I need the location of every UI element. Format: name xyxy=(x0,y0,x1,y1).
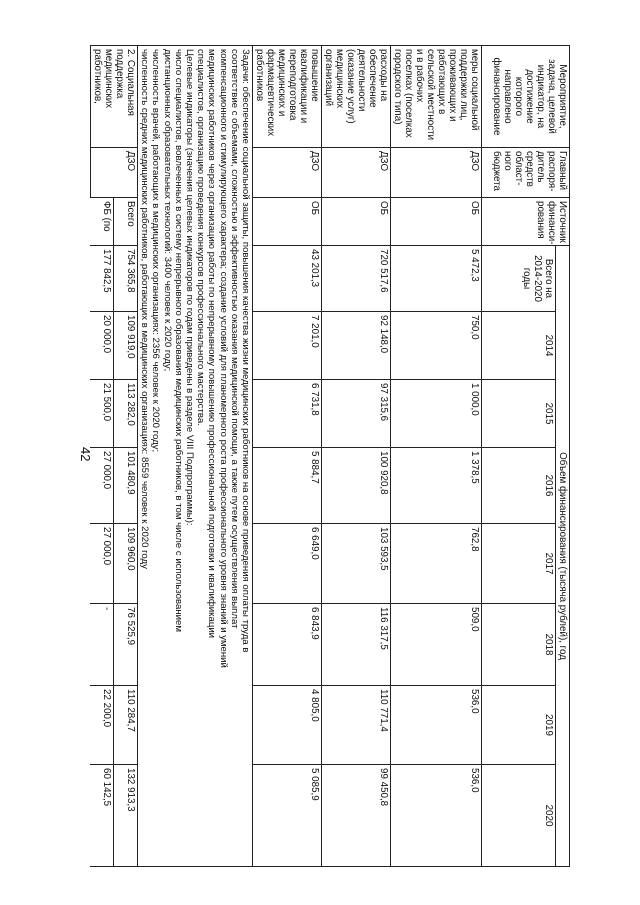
source-cell: Всего xyxy=(114,198,138,246)
manager-cell: ДЗО xyxy=(253,148,322,198)
value-cell: 110 771,4 xyxy=(322,686,391,765)
total-cell: 754 365,8 xyxy=(114,246,138,312)
col-total-header: Всего на 2014-2020 годы xyxy=(482,246,556,312)
value-cell: 76 525,9 xyxy=(114,604,138,686)
value-cell: 536,0 xyxy=(391,686,482,765)
table-row xyxy=(391,46,482,867)
value-cell: 6 649,0 xyxy=(253,524,322,604)
value-cell: 1 378,5 xyxy=(391,448,482,524)
table-row xyxy=(114,46,138,867)
value-cell: 536,0 xyxy=(391,765,482,867)
source-cell: ОБ xyxy=(322,198,391,246)
financing-table xyxy=(90,45,570,867)
source-cell: ОБ xyxy=(391,198,482,246)
total-cell: 5 472,3 xyxy=(391,246,482,312)
manager-cell: ДЗО xyxy=(322,148,391,198)
year-header: 2017 xyxy=(482,524,556,604)
value-cell: - xyxy=(90,604,113,686)
total-cell: 43 201,3 xyxy=(253,246,322,312)
task-line: Целевые индикаторы (значения целевых индикаторов по годам приведены в разделе VIII Подпрограммы): xyxy=(183,49,195,526)
value-cell: 762,8 xyxy=(391,524,482,604)
page-number: 42 xyxy=(78,447,93,462)
value-cell: 97 315,6 xyxy=(322,380,391,448)
value-cell: 5 884,7 xyxy=(253,448,322,524)
value-cell: 99 450,8 xyxy=(322,765,391,867)
task-line: численность средних медицинских работников, работающих в медицинских организациях: 8559 человек к 2020 году xyxy=(139,49,151,569)
year-header: 2018 xyxy=(482,604,556,686)
value-cell: 109 960,0 xyxy=(114,524,138,604)
manager-cell: ДЗО xyxy=(391,148,482,198)
value-cell: 21 500,0 xyxy=(90,380,113,448)
table-row xyxy=(253,46,322,867)
value-cell: 20 000,0 xyxy=(90,312,113,380)
value-cell: 6 843,9 xyxy=(253,604,322,686)
task-line: дистанционных образовательных технологий: 3400 человек к 2020 году; xyxy=(161,49,173,372)
year-header: 2014 xyxy=(482,312,556,380)
value-cell: 750,0 xyxy=(391,312,482,380)
source-cell: ФБ (по xyxy=(90,198,113,246)
total-cell: 720 517,6 xyxy=(322,246,391,312)
manager-cell: ДЗО xyxy=(90,148,137,198)
activity-cell: расходы на обеспечение деятельности (оказание услуг) медицинских организаций xyxy=(322,46,391,148)
year-header: 2019 xyxy=(482,686,556,765)
value-cell: 113 282,0 xyxy=(114,380,138,448)
value-cell: 6 731,8 xyxy=(253,380,322,448)
value-cell: 22 200,0 xyxy=(90,686,113,765)
task-line: компенсационного и стимулирующего характера; создание условий для планомерного роста профессионального уровня знаний и умений xyxy=(217,49,229,668)
value-cell: 509,0 xyxy=(391,604,482,686)
value-cell: 116 317,5 xyxy=(322,604,391,686)
activity-cell: повышение квалификации и переподготовка медицинских и фармацевтических работников xyxy=(253,46,322,148)
task-line: медицинских работников через организацию работы по непрерывному повышению профессиональной подготовки и квалификации xyxy=(206,49,218,639)
value-cell: 110 284,7 xyxy=(114,686,138,765)
tasks-cell xyxy=(137,46,252,867)
activity-cell: меры социальной поддержки лиц, проживающих и работающих в сельской местности и в рабочих поселках (поселках городского типа) xyxy=(391,46,482,148)
col-manager-header: Главный распоря-дитель средств област-ного бюджета xyxy=(482,148,570,198)
header-row-1 xyxy=(556,46,570,867)
task-line: соответствие с объемами, сложностью и эффективностью оказания медицинской помощи, а также путем осуществления выплат xyxy=(228,49,240,629)
task-line: специалистов, организацию проведения конкурсов профессионального мастерства. xyxy=(195,49,207,426)
total-cell: 177 842,5 xyxy=(90,246,113,312)
task-line: число специалистов, вовлеченных в систему непрерывного образования медицинских работников, в том числе с использованием xyxy=(172,49,184,632)
value-cell: 5 085,9 xyxy=(253,765,322,867)
value-cell: 27 000,0 xyxy=(90,524,113,604)
col-source-header: Источник финанси-рования xyxy=(482,198,570,246)
table-row xyxy=(322,46,391,867)
year-header: 2016 xyxy=(482,448,556,524)
value-cell: 27 000,0 xyxy=(90,448,113,524)
source-cell: ОБ xyxy=(253,198,322,246)
value-cell: 60 142,5 xyxy=(90,765,113,867)
value-cell: 7 201,0 xyxy=(253,312,322,380)
financing-table-rotated xyxy=(91,45,570,866)
volume-header: Объем финансирования (тысяча рублей), год xyxy=(556,246,570,867)
col-activity-header: Мероприятие, задача, целевой индикатор, на достижение которого направлено финансирование xyxy=(482,46,570,148)
value-cell: 92 148,0 xyxy=(322,312,391,380)
value-cell: 132 913,3 xyxy=(114,765,138,867)
activity-cell: 2. Социальная поддержка медицинских работников, xyxy=(90,46,137,148)
year-header: 2020 xyxy=(482,765,556,867)
value-cell: 103 593,5 xyxy=(322,524,391,604)
year-header: 2015 xyxy=(482,380,556,448)
value-cell: 100 920,8 xyxy=(322,448,391,524)
task-line: Задачи: обеспечение социальной защиты, повышения качества жизни медицинских работников на основе приведения оплаты труда в xyxy=(240,49,251,653)
value-cell: 1 000,0 xyxy=(391,380,482,448)
value-cell: 101 480,9 xyxy=(114,448,138,524)
value-cell: 109 919,0 xyxy=(114,312,138,380)
task-line: численность врачей, работающих в медицинских организациях: 2356 человек к 2020 году; xyxy=(150,49,162,453)
tasks-row xyxy=(137,46,252,867)
value-cell: 4 805,0 xyxy=(253,686,322,765)
